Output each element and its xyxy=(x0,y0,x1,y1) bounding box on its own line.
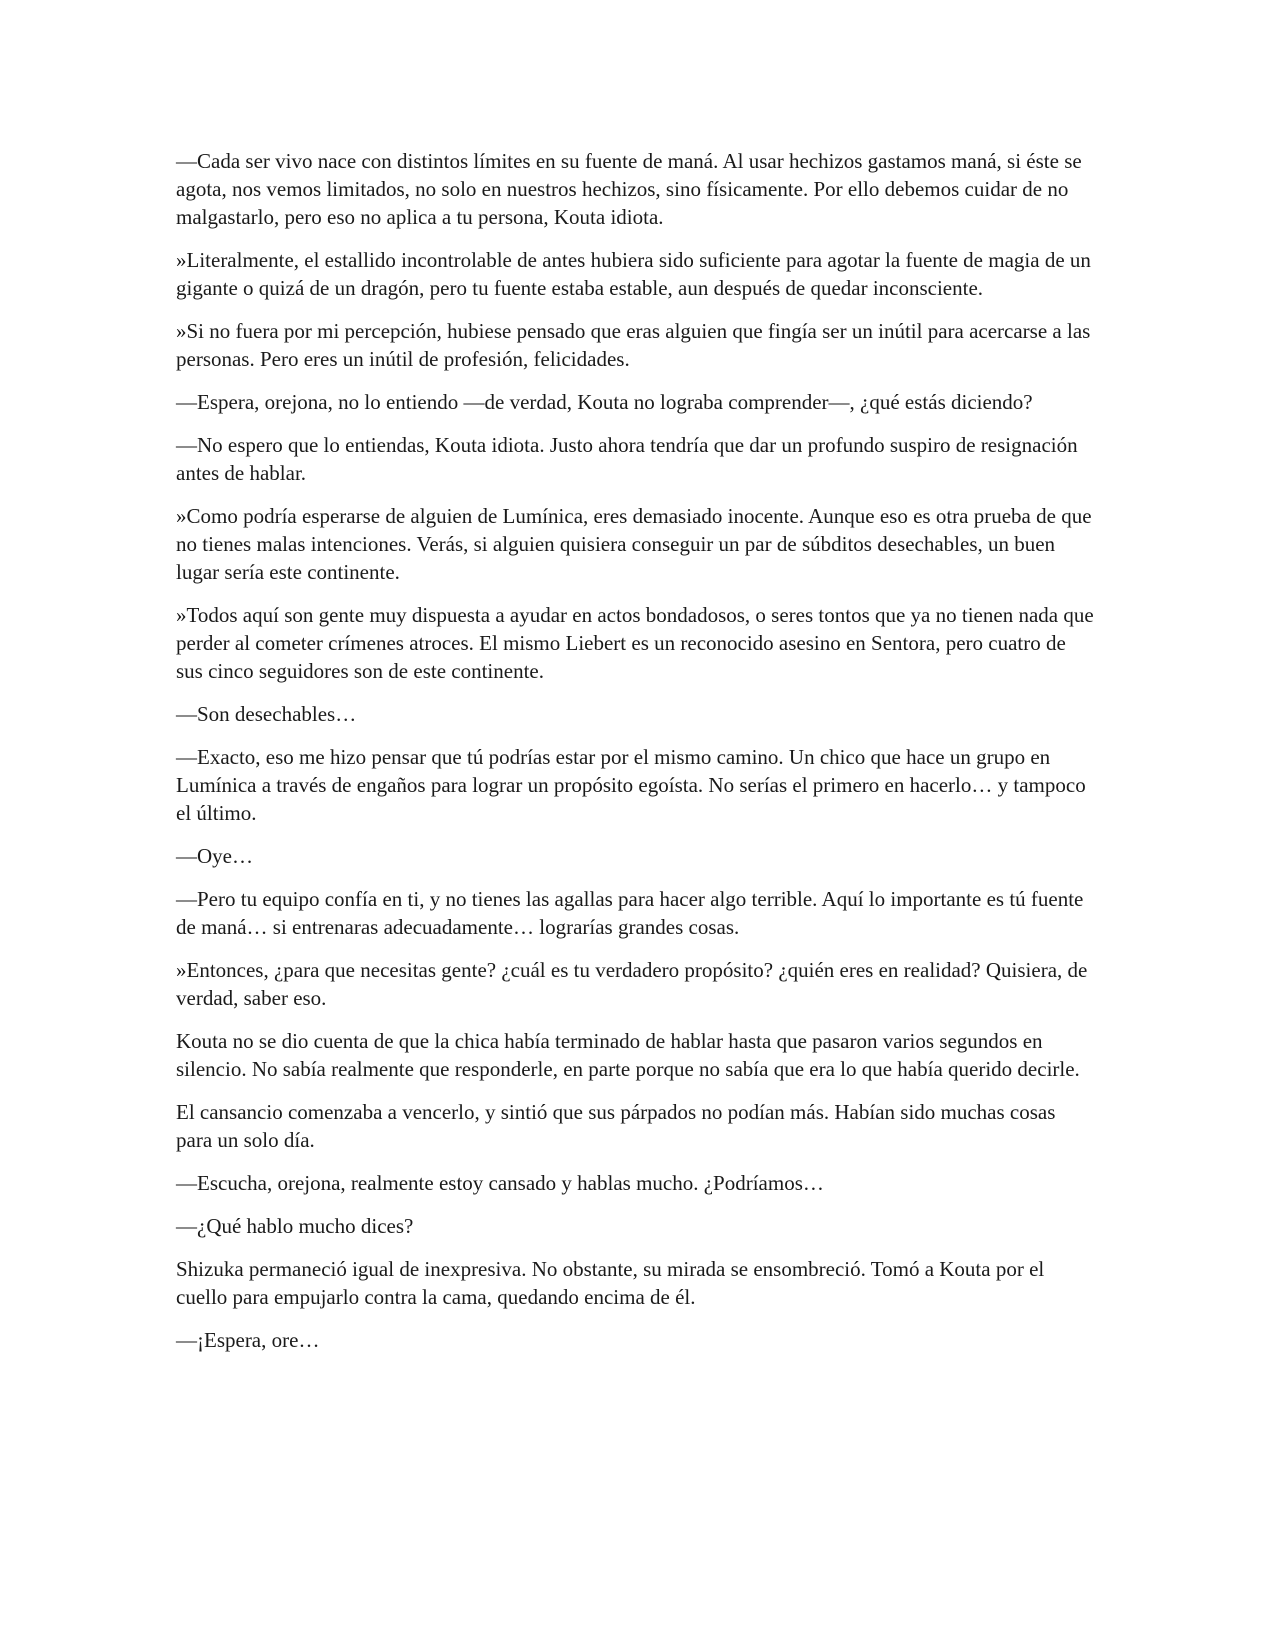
paragraph-16: —¿Qué hablo mucho dices? xyxy=(176,1214,414,1238)
paragraph-18: —¡Espera, ore… xyxy=(176,1328,320,1352)
paragraph-17: Shizuka permaneció igual de inexpresiva. No obstante, su mirada se ensombreció. Tomó a Kouta por el cuello para empujarlo contra la cama, quedando encima de él. xyxy=(176,1257,1045,1309)
document-page xyxy=(176,147,1096,1369)
paragraph-5: —No espero que lo entiendas, Kouta idiota. Justo ahora tendría que dar un profundo suspiro de resignación antes de hablar. xyxy=(176,433,1078,485)
paragraph-13: Kouta no se dio cuenta de que la chica había terminado de hablar hasta que pasaron varios segundos en silencio. No sabía realmente que responderle, en parte porque no sabía que era lo que había querido decirle. xyxy=(176,1029,1080,1081)
paragraph-3: »Si no fuera por mi percepción, hubiese pensado que eras alguien que fingía ser un inútil para acercarse a las personas. Pero eres un inútil de profesión, felicidades. xyxy=(176,319,1091,371)
paragraph-14: El cansancio comenzaba a vencerlo, y sintió que sus párpados no podían más. Habían sido muchas cosas para un solo día. xyxy=(176,1100,1056,1152)
paragraph-9: —Exacto, eso me hizo pensar que tú podrías estar por el mismo camino. Un chico que hace un grupo en Lumínica a través de engaños para lograr un propósito egoísta. No serías el primero en hacerlo… y tampoco el último. xyxy=(176,745,1086,825)
paragraph-1: —Cada ser vivo nace con distintos límites en su fuente de maná. Al usar hechizos gastamos maná, si éste se agota, nos vemos limitados, no solo en nuestros hechizos, sino físicamente. Por ello debemos cuidar de no malgastarlo, pero eso no aplica a tu persona, Kouta idiota. xyxy=(176,149,1082,229)
paragraph-15: —Escucha, orejona, realmente estoy cansado y hablas mucho. ¿Podríamos… xyxy=(176,1171,824,1195)
paragraph-7: »Todos aquí son gente muy dispuesta a ayudar en actos bondadosos, o seres tontos que ya no tienen nada que perder al cometer crímenes atroces. El mismo Liebert es un reconocido asesino en Sentora, pero cuatro de sus cinco seguidores son de este continente. xyxy=(176,603,1094,683)
paragraph-12: »Entonces, ¿para que necesitas gente? ¿cuál es tu verdadero propósito? ¿quién eres en realidad? Quisiera, de verdad, saber eso. xyxy=(176,958,1088,1010)
paragraph-8: —Son desechables… xyxy=(176,702,357,726)
paragraph-11: —Pero tu equipo confía en ti, y no tienes las agallas para hacer algo terrible. Aquí lo importante es tú fuente de maná… si entrenaras adecuadamente… lograrías grandes cosas. xyxy=(176,887,1084,939)
paragraph-2: »Literalmente, el estallido incontrolable de antes hubiera sido suficiente para agotar la fuente de magia de un gigante o quizá de un dragón, pero tu fuente estaba estable, aun después de quedar inconsciente. xyxy=(176,248,1091,300)
paragraph-6: »Como podría esperarse de alguien de Lumínica, eres demasiado inocente. Aunque eso es otra prueba de que no tienes malas intenciones. Verás, si alguien quisiera conseguir un par de súbditos desechables, un buen lugar sería este continente. xyxy=(176,504,1092,584)
paragraph-4: —Espera, orejona, no lo entiendo —de verdad, Kouta no lograba comprender—, ¿qué estás diciendo? xyxy=(176,390,1033,414)
paragraph-10: —Oye… xyxy=(176,844,253,868)
